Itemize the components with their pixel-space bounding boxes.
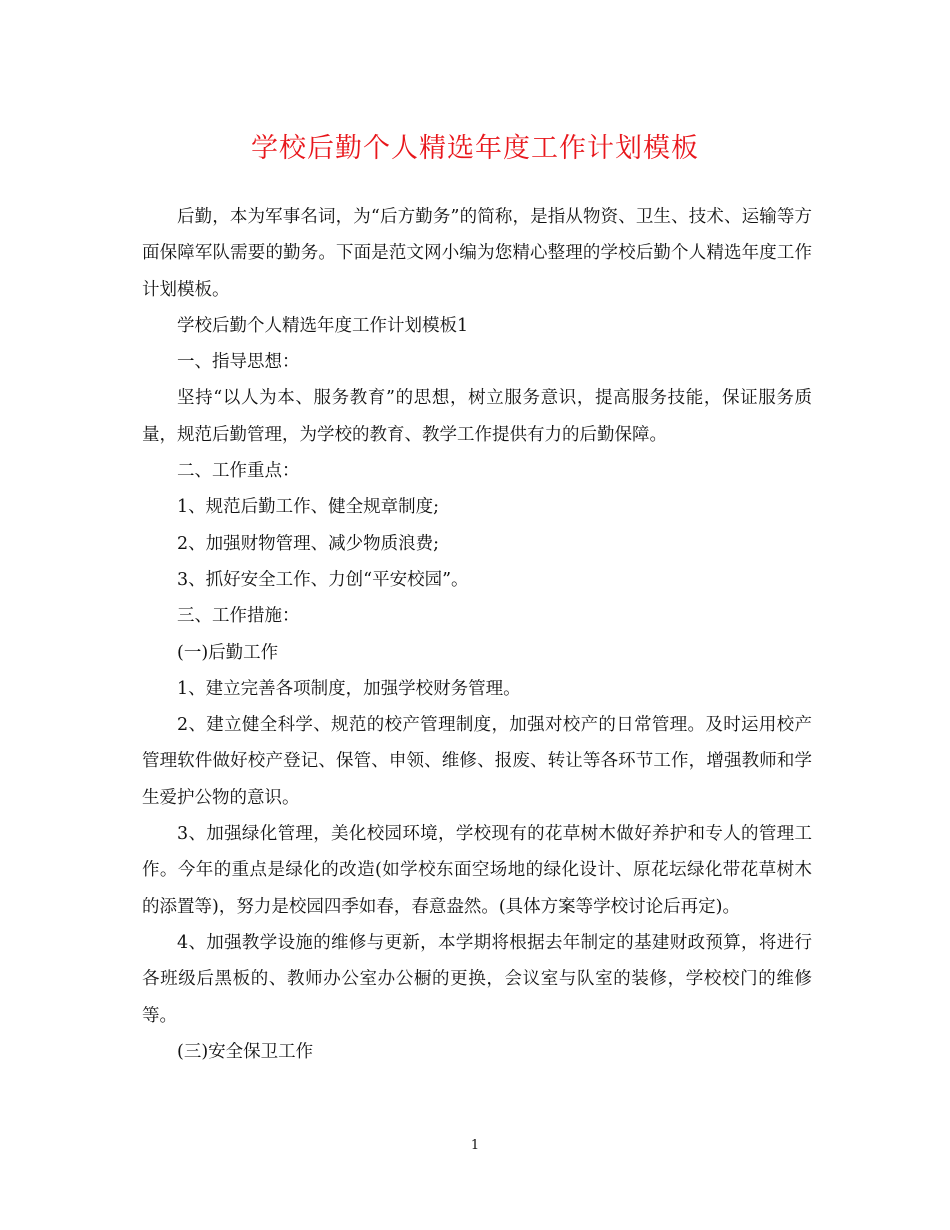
subheading-security-work: (三)安全保卫工作 [177,1041,314,1062]
focus-item-1: 1、规范后勤工作、健全规章制度; [177,497,440,518]
subheading-logistics-work: (一)后勤工作 [177,642,279,663]
document-title: 学校后勤个人精选年度工作计划模板 [251,133,699,164]
page-number: 1 [470,1138,480,1153]
measure-item-2: 2、建立健全科学、规范的校产管理制度，加强对校产的日常管理。及时运用校产管理软件做好校产登记、保管、申领、维修、报废、转让等各环节工作，增强教师和学生爱护公物的意识。 [142,715,812,808]
paragraph-guiding-ideology: 坚持“以人为本、服务教育”的思想，树立服务意识，提高服务技能，保证服务质量，规范后勤管理，为学校的教育、教学工作提供有力的后勤保障。 [142,388,812,445]
focus-item-2: 2、加强财物管理、减少物质浪费; [177,533,440,554]
measure-item-1: 1、建立完善各项制度，加强学校财务管理。 [177,678,521,699]
measure-item-4: 4、加强教学设施的维修与更新，本学期将根据去年制定的基建财政预算，将进行各班级后黑板的、教师办公室办公橱的更换，会议室与队室的装修，学校校门的维修等。 [142,932,812,1026]
document-body [142,199,812,1070]
measure-item-3: 3、加强绿化管理，美化校园环境，学校现有的花草树木做好养护和专人的管理工作。今年的重点是绿化的改造(如学校东面空场地的绿化设计、原花坛绿化带花草树木的添置等)，努力是校园四季如春，春意盎然。(具体方案等学校讨论后再定)。 [142,824,812,917]
heading-work-focus: 二、工作重点： [177,461,300,482]
intro-paragraph: 后勤，本为军事名词，为“后方勤务”的简称，是指从物资、卫生、技术、运输等方面保障军队需要的勤务。下面是范文网小编为您精心整理的学校后勤个人精选年度工作计划模板。 [142,207,812,300]
focus-item-3: 3、抓好安全工作、力创“平安校园”。 [177,569,469,590]
heading-guiding-ideology: 一、指导思想： [177,352,300,373]
heading-work-measures: 三、工作措施： [177,606,300,627]
section-heading-template-1: 学校后勤个人精选年度工作计划模板1 [177,315,469,336]
